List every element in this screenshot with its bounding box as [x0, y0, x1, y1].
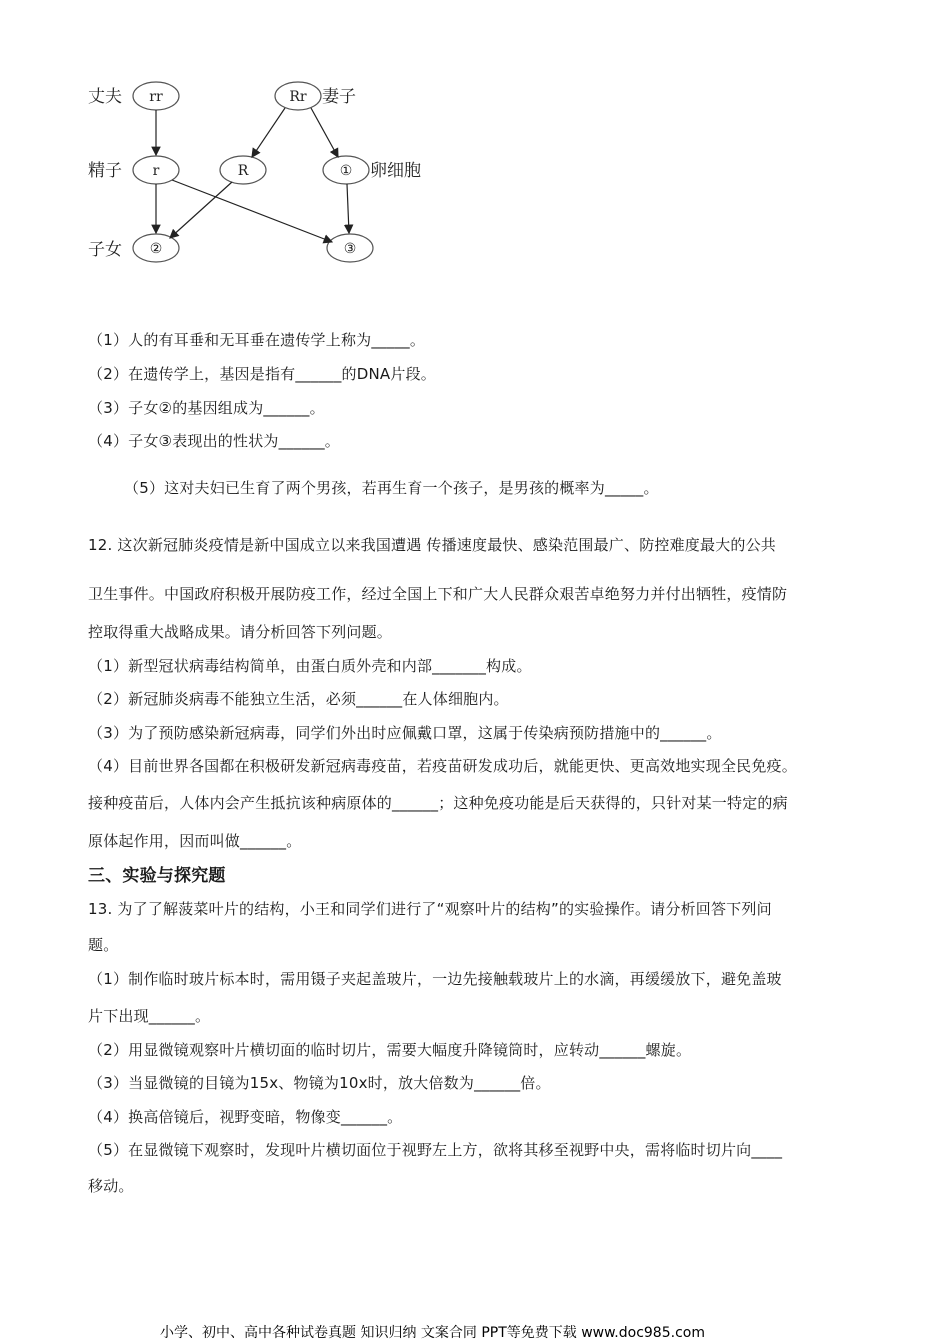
husband-label: 丈夫 [88, 87, 122, 107]
section-3-heading: 三、实验与探究题 [88, 866, 226, 886]
sperm-gene: r [152, 163, 160, 179]
q13-item-4: （4）换高倍镜后，视野变暗，物像变______。 [88, 1108, 403, 1126]
q12-item-4: （4）目前世界各国都在积极研发新冠病毒疫苗，若疫苗研发成功后，就能更快、更高效地实现全民免疫。 [88, 757, 797, 775]
q13-item-5: （5）在显微镜下观察时，发现叶片横切面位于视野左上方，欲将其移至视野中央，需将临时切片向____ [88, 1141, 783, 1159]
q13-item-2: （2）用显微镜观察叶片横切面的临时切片，需要大幅度升降镜筒时，应转动______螺旋。 [88, 1041, 692, 1059]
child-3-label: ③ [343, 241, 357, 257]
q11-item-5: （5）这对夫妇已生育了两个男孩，若再生育一个孩子，是男孩的概率为_____。 [124, 479, 659, 497]
egg-unknown-gene: ① [339, 163, 353, 179]
q12-item-4-end: 原体起作用，因而叫做______。 [88, 832, 302, 850]
wife-genotype: Rr [289, 89, 307, 105]
q11-item-1: （1）人的有耳垂和无耳垂在遗传学上称为_____。 [88, 331, 426, 349]
q12-item-2: （2）新冠肺炎病毒不能独立生活，必须______在人体细胞内。 [88, 690, 509, 708]
arrow-egg1-child3 [347, 184, 349, 233]
q12-item-1: （1）新型冠状病毒结构简单，由蛋白质外壳和内部_______构成。 [88, 657, 532, 675]
q13-item-1-cont: 片下出现______。 [88, 1007, 211, 1025]
arrow-wife-egg1 [311, 108, 338, 157]
egg-label: 卵细胞 [370, 161, 421, 181]
arrow-wife-eggR [252, 108, 285, 157]
q13-intro-1: 13. 为了了解菠菜叶片的结构，小王和同学们进行了“观察叶片的结构”的实验操作。请分析回答下列问 [88, 900, 772, 918]
husband-genotype: rr [149, 89, 163, 105]
footer-banner: 小学、初中、高中各种试卷真题 知识归纳 文案合同 PPT等免费下载 www.doc985.com [160, 1325, 705, 1341]
q12-intro-1: 12. 这次新冠肺炎疫情是新中国成立以来我国遭遇 传播速度最快、感染范围最广、防控难度最大的公共 [88, 536, 776, 554]
child-2-label: ② [149, 241, 163, 257]
q12-intro-3: 控取得重大战略成果。请分析回答下列问题。 [88, 623, 393, 641]
arrow-eggR-child2 [170, 182, 232, 238]
q12-intro-2: 卫生事件。中国政府积极开展防疫工作，经过全国上下和广大人民群众艰苦卓绝努力并付出牺牲，疫情防 [88, 585, 788, 603]
q13-item-1: （1）制作临时玻片标本时，需用镊子夹起盖玻片，一边先接触载玻片上的水滴，再缓缓放下，避免盖玻 [88, 970, 782, 988]
q13-intro-2: 题。 [88, 936, 119, 954]
sperm-label: 精子 [88, 161, 122, 181]
q11-item-4: （4）子女③表现出的性状为______。 [88, 432, 340, 450]
child-label: 子女 [88, 240, 122, 260]
q12-item-3: （3）为了预防感染新冠病毒，同学们外出时应佩戴口罩，这属于传染病预防措施中的______。 [88, 724, 722, 742]
q11-item-3: （3）子女②的基因组成为______。 [88, 399, 325, 417]
genetics-diagram [80, 70, 440, 270]
egg-R-gene: R [237, 163, 249, 179]
q13-item-3: （3）当显微镜的目镜为15x、物镜为10x时，放大倍数为______倍。 [88, 1074, 551, 1092]
q12-item-4-cont: 接种疫苗后，人体内会产生抵抗该种病原体的______；这种免疫功能是后天获得的，只针对某一特定的病 [88, 794, 788, 812]
arrow-sperm-child3 [172, 180, 332, 242]
q13-item-5-cont: 移动。 [88, 1177, 134, 1195]
wife-label: 妻子 [322, 87, 356, 107]
q11-item-2: （2）在遗传学上，基因是指有______的DNA片段。 [88, 365, 436, 383]
